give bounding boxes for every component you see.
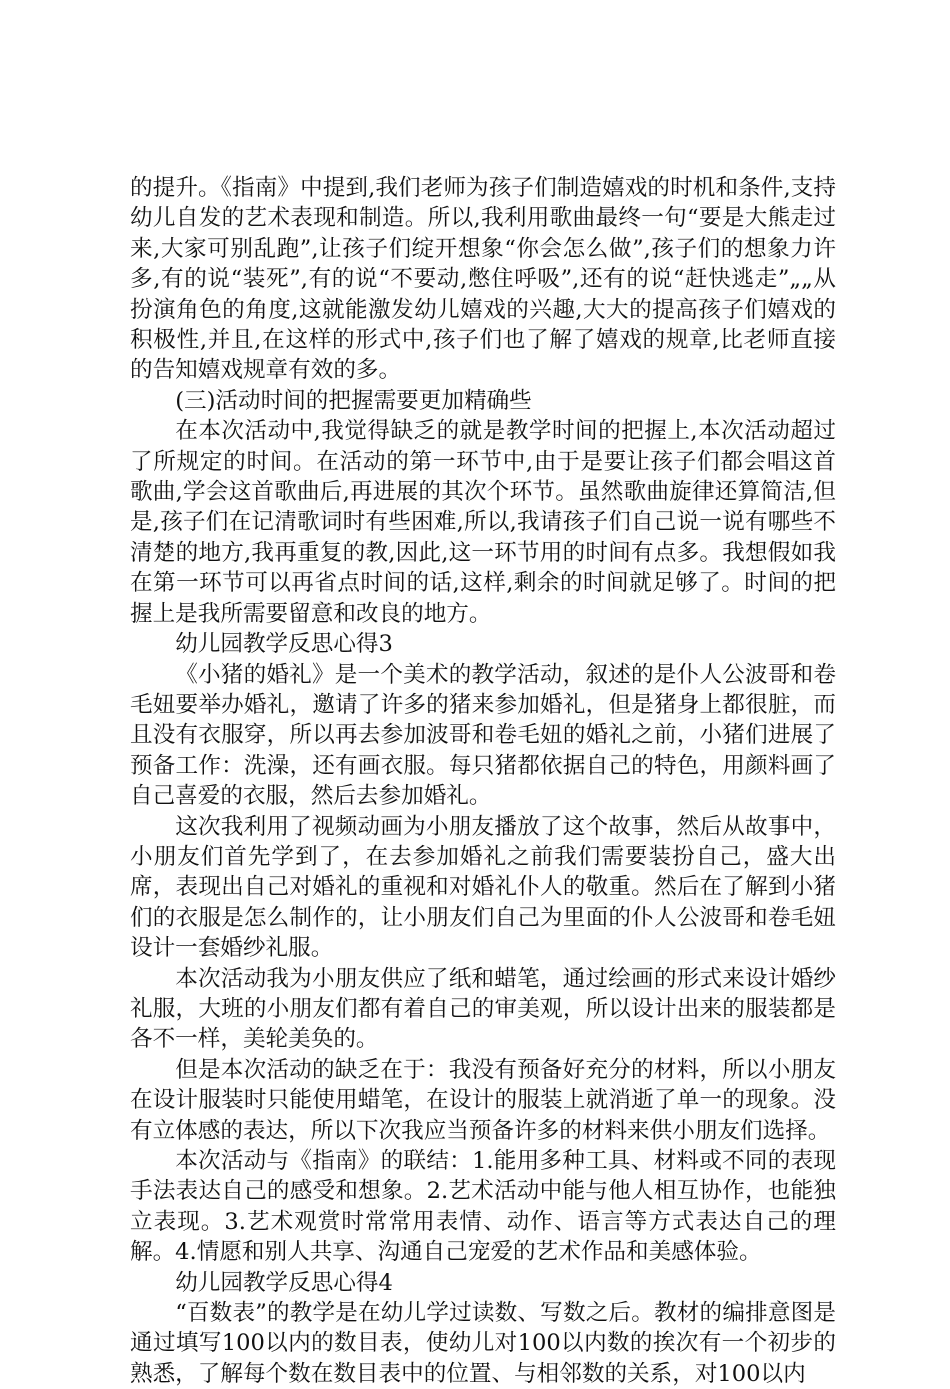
document-page [130,173,836,1389]
paragraph-drawing-design: 本次活动我为小朋友供应了纸和蜡笔，通过绘画的形式来设计婚纱礼服，大班的小朋友们都有着自己的审美观，所以设计出来的服装都是各不一样，美轮美奂的。 [130,965,836,1053]
paragraph-shortcomings: 但是本次活动的缺乏在于：我没有预备好充分的材料，所以小朋友在设计服装时只能使用蜡笔，在设计的服装上就消逝了单一的现象。没有立体感的表达，所以下次我应当预备许多的材料来供小朋友们选择。 [130,1056,836,1144]
paragraph-piglet-wedding-intro: 《小猪的婚礼》是一个美术的教学活动，叙述的是仆人公波哥和卷毛妞要举办婚礼，邀请了许多的猪来参加婚礼，但是猪身上都很脏，而且没有衣服穿，所以再去参加波哥和卷毛妞的婚礼之前，小猪们进展了预备工作：洗澡，还有画衣服。每只猪都依据自己的特色，用颜料画了自己喜爱的衣服，然后去参加婚礼。 [130,661,836,810]
paragraph-video-story: 这次我利用了视频动画为小朋友播放了这个故事，然后从故事中，小朋友们首先学到了，在去参加婚礼之前我们需要装扮自己，盛大出席，表现出自己对婚礼的重视和对婚礼仆人的敬重。然后在了解到小猪们的衣服是怎么制作的，让小朋友们自己为里面的仆人公波哥和卷毛妞设计一套婚纱礼服。 [130,813,836,962]
paragraph-continuation: 的提升。《指南》中提到,我们老师为孩子们制造嬉戏的时机和条件,支持幼儿自发的艺术表现和制造。所以,我利用歌曲最终一句“要是大熊走过来,大家可别乱跑”,让孩子们绽开想象“你会怎么做”,孩子们的想象力许多,有的说“装死”,有的说“不要动,憋住呼吸”,还有的说“赶快逃走”„„从扮演角色的角度,这就能激发幼儿嬉戏的兴趣,大大的提高孩子们嬉戏的积极性,并且,在这样的形式中,孩子们也了解了嬉戏的规章,比老师直接的告知嬉戏规章有效的多。 [130,175,836,384]
section-heading-reflection-3: 幼儿园教学反思心得3 [175,631,393,658]
section-heading-time-control: (三)活动时间的把握需要更加精确些 [175,387,532,414]
paragraph-hundred-chart: “百数表”的教学是在幼儿学过读数、写数之后。教材的编排意图是通过填写100以内的数目表，使幼儿对100以内数的挨次有一个初步的熟悉，了解每个数在数目表中的位置、与相邻数的关系，对100以内 [130,1300,836,1387]
section-heading-reflection-4: 幼儿园教学反思心得4 [175,1269,393,1296]
paragraph-guideline-links: 本次活动与《指南》的联结：1.能用多种工具、材料或不同的表现手法表达自己的感受和想象。2.艺术活动中能与他人相互协作，也能独立表现。3.艺术观赏时常常用表情、动作、语言等方式表达自己的理解。4.情愿和别人共享、沟通自己宠爱的艺术作品和美感体验。 [130,1148,836,1266]
paragraph-time-control: 在本次活动中,我觉得缺乏的就是教学时间的把握上,本次活动超过了所规定的时间。在活动的第一环节中,由于是要让孩子们都会唱这首歌曲,学会这首歌曲后,再进展的其次个环节。虽然歌曲旋律还算简洁,但是,孩子们在记清歌词时有些困难,所以,我请孩子们自己说一说有哪些不清楚的地方,我再重复的教,因此,这一环节用的时间有点多。我想假如我在第一环节可以再省点时间的话,这样,剩余的时间就足够了。时间的把握上是我所需要留意和改良的地方。 [130,418,836,627]
